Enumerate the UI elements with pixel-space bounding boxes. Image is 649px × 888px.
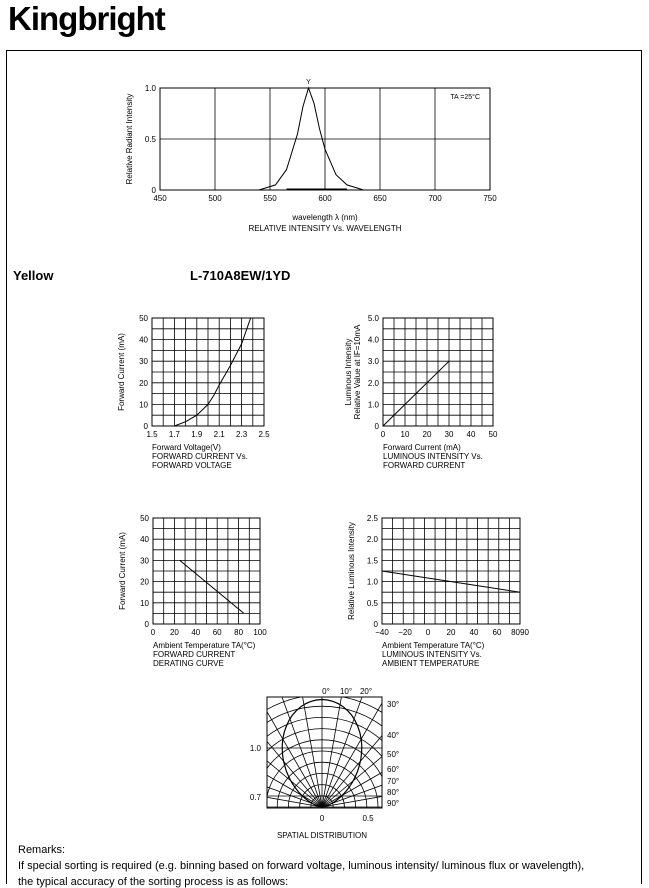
polar-angle-label: 50° xyxy=(387,750,400,759)
derating-ylabel: Forward Current (mA) xyxy=(118,532,127,610)
spectrum-xtick-label: 700 xyxy=(428,194,442,203)
li-current-xlabel: Forward Current (mA) xyxy=(383,443,461,452)
iv-xtick-label: 2.3 xyxy=(236,430,248,439)
spectrum-xtick-label: 750 xyxy=(483,194,497,203)
spectrum-xtick-label: 550 xyxy=(263,194,277,203)
li-current-ytick-label: 2.0 xyxy=(367,378,379,388)
spectrum-title: RELATIVE INTENSITY Vs. WAVELENGTH xyxy=(248,224,402,233)
li-current-xtick-label: 40 xyxy=(466,430,476,439)
remarks-heading: Remarks: xyxy=(18,844,66,856)
iv-xtick-label: 1.5 xyxy=(146,430,158,439)
polar-angle-label: 90° xyxy=(387,799,400,808)
li-current-xtick-label: 30 xyxy=(444,430,454,439)
li-temp-xtick-label: 60 xyxy=(492,628,502,637)
derating-ytick-label: 10 xyxy=(140,598,149,608)
li-temp-ytick-label: 0 xyxy=(373,620,378,629)
iv-xtick-label: 2.5 xyxy=(258,430,270,439)
iv-xlabel: Forward Voltage(V) xyxy=(152,443,221,452)
polar-angle-label: 70° xyxy=(387,777,400,786)
li-current-ylabel: Luminous Intensity xyxy=(344,338,353,406)
derating-ytick-label: 40 xyxy=(140,535,149,545)
polar-spoke xyxy=(175,722,322,807)
li-current-ytick-label: 4.0 xyxy=(367,335,379,345)
spectrum-ytick-label: 0 xyxy=(151,186,156,195)
li-temp-ytick-label: 2.5 xyxy=(366,514,378,523)
remarks-line-1: If special sorting is required (e.g. binning based on forward voltage, luminous intensity/ luminous flux or wavelength), xyxy=(18,860,585,872)
remarks-line-2: the typical accuracy of the sorting process is as follows: xyxy=(18,876,289,888)
li-current-xtick-label: 20 xyxy=(422,430,432,439)
derating-title-line: FORWARD CURRENT xyxy=(153,650,236,659)
li-temp-xtick-label: −40 xyxy=(375,628,389,637)
li-temp-ylabel: Relative Luminous Intensity xyxy=(347,522,356,620)
derating-xtick-label: 100 xyxy=(253,628,267,637)
li-current-ytick-label: 3.0 xyxy=(367,357,379,367)
li-temp-title-line: AMBIENT TEMPERATURE xyxy=(382,659,480,668)
spectrum-xtick-label: 600 xyxy=(318,194,332,203)
iv-xtick-label: 1.7 xyxy=(168,430,180,439)
polar-angle-label: 40° xyxy=(387,731,400,740)
part-number: L-710A8EW/1YD xyxy=(190,268,291,283)
derating-xtick-label: 60 xyxy=(212,628,222,637)
polar-angle-label: 60° xyxy=(387,765,400,774)
iv-ytick-label: 10 xyxy=(139,400,148,410)
spectrum-ta-annotation: TA =25°C xyxy=(450,94,480,101)
derating-ytick-label: 20 xyxy=(140,577,149,587)
spectrum-xtick-label: 650 xyxy=(373,194,387,203)
derating-series-line xyxy=(180,560,244,613)
li-current-ytick-label: 1.0 xyxy=(367,400,379,410)
iv-ytick-label: 20 xyxy=(139,378,148,388)
li-temp-ytick-label: 2.0 xyxy=(366,535,378,545)
iv-title-line: FORWARD CURRENT Vs. xyxy=(152,452,248,461)
li-temp-xlabel: Ambient Temperature TA(°C) xyxy=(382,641,485,650)
derating-ytick-label: 30 xyxy=(140,556,149,566)
polar-radius-label: 1.0 xyxy=(249,744,261,753)
polar-bottom-label: 0 xyxy=(319,814,325,823)
iv-xtick-label: 2.1 xyxy=(213,430,225,439)
spectrum-ytick-label: 0.5 xyxy=(144,135,156,144)
derating-xlabel: Ambient Temperature TA(°C) xyxy=(153,641,256,650)
li-temp-ytick-label: 1.5 xyxy=(366,556,378,566)
li-current-xtick-label: 50 xyxy=(488,430,498,439)
spectrum-xtick-label: 500 xyxy=(208,194,222,203)
li-temp-xtick-label: 40 xyxy=(469,628,479,637)
iv-ytick-label: 30 xyxy=(139,357,148,367)
spectrum-xlabel: wavelength λ (nm) xyxy=(292,213,358,222)
iv-ytick-label: 40 xyxy=(139,335,148,345)
li-current-xtick-label: 10 xyxy=(400,430,410,439)
li-temp-title-line: LUMINOUS INTENSITY Vs. xyxy=(382,650,482,659)
derating-ytick-label: 0 xyxy=(144,620,149,629)
li-temp-ytick-label: 0.5 xyxy=(366,598,378,608)
li-temp-xtick-label: 0 xyxy=(425,628,431,637)
spectrum-xtick-label: 450 xyxy=(153,194,167,203)
spectrum-ylabel: Relative Radiant Intensity xyxy=(125,93,134,185)
derating-xtick-label: 40 xyxy=(191,628,201,637)
polar-plot-group xyxy=(152,637,492,884)
li-current-title-line: FORWARD CURRENT xyxy=(383,461,466,470)
li-current-title-line: LUMINOUS INTENSITY Vs. xyxy=(383,452,483,461)
li-temp-xtick-label: 8090 xyxy=(511,628,529,637)
li-current-xtick-label: 0 xyxy=(380,430,386,439)
derating-xtick-label: 20 xyxy=(169,628,179,637)
li-temp-ytick-label: 1.0 xyxy=(366,577,378,587)
derating-ytick-label: 50 xyxy=(140,514,149,523)
derating-title-line: DERATING CURVE xyxy=(153,659,224,668)
derating-xtick-label: 80 xyxy=(234,628,244,637)
polar-top-label: 10° xyxy=(339,687,353,696)
polar-angle-label: 30° xyxy=(387,700,400,709)
polar-angle-label: 80° xyxy=(387,788,400,797)
li-temp-xtick-label: −20 xyxy=(398,628,412,637)
li-current-ytick-label: 5.0 xyxy=(367,314,379,323)
spectrum-peak-label: Y xyxy=(306,79,311,86)
polar-top-label: 0° xyxy=(322,687,330,696)
spectrum-ytick-label: 1.0 xyxy=(144,84,156,93)
iv-title-line: FORWARD VOLTAGE xyxy=(152,461,232,470)
brand-logo: Kingbright xyxy=(8,0,165,37)
li-temp-xtick-label: 20 xyxy=(446,628,456,637)
polar-bottom-label: 0.5 xyxy=(362,814,374,823)
polar-title: SPATIAL DISTRIBUTION xyxy=(276,831,368,840)
iv-ytick-label: 0 xyxy=(143,422,148,431)
iv-ytick-label: 50 xyxy=(139,314,148,323)
li-current-ylabel: Relative Value at IF=10mA xyxy=(353,324,362,420)
polar-radius-label: 0.7 xyxy=(249,793,261,802)
iv-ylabel: Forward Current (mA) xyxy=(117,333,126,411)
iv-xtick-label: 1.9 xyxy=(191,430,203,439)
derating-xtick-label: 0 xyxy=(150,628,156,637)
color-name: Yellow xyxy=(13,268,54,283)
polar-top-label: 20° xyxy=(359,687,373,696)
li-current-ytick-label: 0 xyxy=(374,422,379,431)
